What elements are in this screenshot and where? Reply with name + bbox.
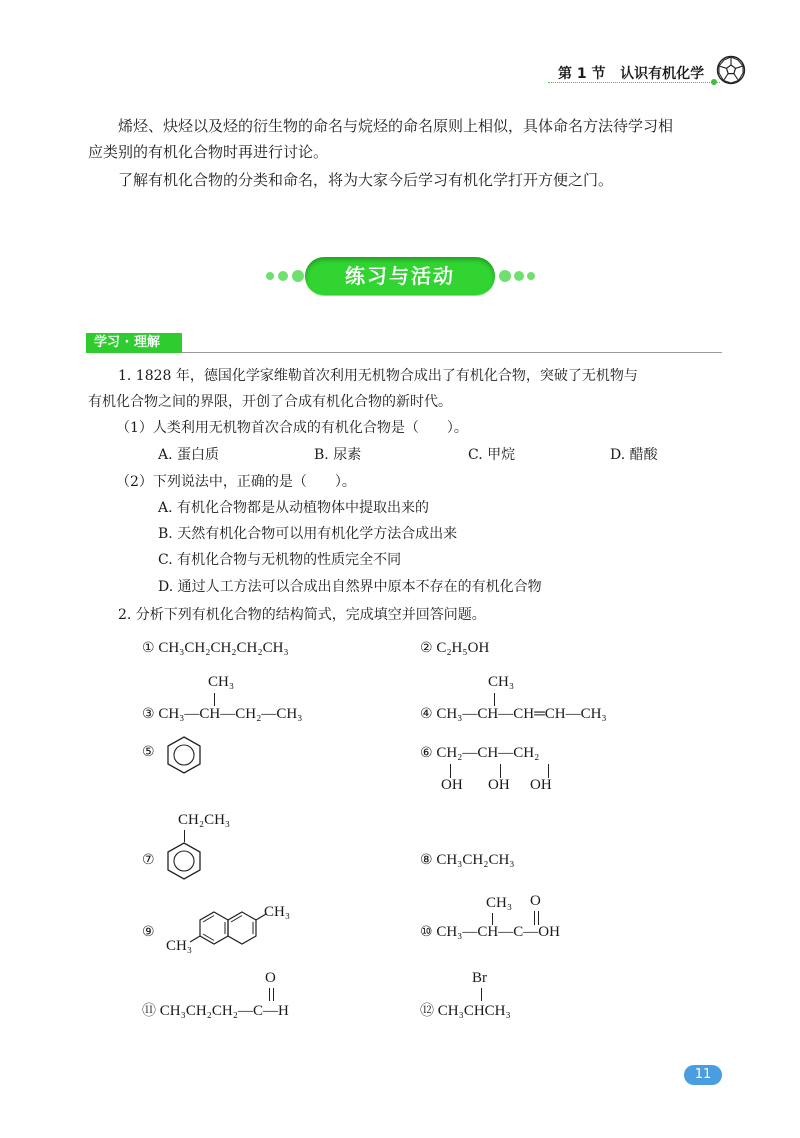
q1-sub-2: （2）下列说法中，正确的是（ ）。	[116, 474, 356, 490]
q1-line-1: 1. 1828 年，德国化学家维勒首次利用无机物合成出了有机化合物，突破了无机物与	[118, 368, 638, 384]
banner-dot	[292, 270, 304, 282]
q1-sub-2-option-d: D. 通过人工方法可以合成出自然界中原本不存在的有机化合物	[158, 579, 542, 595]
banner-dot	[527, 272, 535, 280]
bond-line	[500, 764, 501, 778]
bond-line	[548, 764, 549, 778]
q1-sub-1: （1）人类利用无机物首次合成的有机化合物是（ ）。	[116, 420, 468, 436]
formula-10-atom: CH₃	[436, 924, 463, 940]
formula-10-oxygen: O	[530, 893, 541, 909]
q1-sub-1-option-c: C. 甲烷	[468, 447, 516, 463]
section-rule	[182, 352, 722, 353]
q1-sub-1-option-a: A. 蛋白质	[158, 447, 220, 463]
compound-number: ⑪	[142, 1003, 156, 1019]
header-rule	[548, 82, 720, 83]
formula-9-methyl-left: CH₃	[166, 938, 193, 954]
formula-6-atom: CH₂	[436, 745, 463, 761]
formula-12: CH₃CHCH₃	[437, 1003, 511, 1019]
formula-10-atom: CH	[477, 924, 499, 940]
header-section: 第 1 节	[558, 66, 606, 82]
formula-12-bromine: Br	[472, 970, 487, 986]
banner-dot	[499, 270, 511, 282]
formula-10-branch: CH₃	[486, 895, 513, 911]
formula-11-chain: CH₃CH₂CH₂	[159, 1003, 238, 1019]
compound-4: ④ CH₃—CH—CH═CH—CH₃	[420, 706, 607, 722]
bond-line	[494, 693, 495, 706]
compound-10: ⑩ CH₃—CH—C—OH	[420, 924, 560, 940]
formula-3-atom: CH	[199, 706, 221, 722]
compound-number: ⑤	[142, 744, 155, 760]
compound-11: ⑪ CH₃CH₂CH₂—C—H	[142, 1003, 289, 1019]
exercise-banner: 练习与活动	[305, 257, 495, 295]
formula-4-atom: CH₃	[580, 706, 607, 722]
formula-3-atom: CH₂	[235, 706, 262, 722]
formula-3-atom: CH₃	[158, 706, 185, 722]
formula-3-branch: CH₃	[208, 674, 235, 690]
formula-6-oh: OH	[441, 777, 463, 793]
compound-number: ②	[420, 640, 433, 656]
compound-6: ⑥ CH₂—CH—CH₂	[420, 745, 540, 761]
formula-8: CH₃CH₂CH₃	[436, 852, 515, 868]
compound-number: ⑦	[142, 852, 155, 868]
compound-3: ③ CH₃—CH—CH₂—CH₃	[142, 706, 303, 722]
formula-4-atom: CH₃	[436, 706, 463, 722]
formula-4-atom: CH	[477, 706, 499, 722]
formula-10-atom: C	[513, 924, 524, 940]
bond-line	[534, 911, 535, 925]
compound-1	[142, 640, 289, 657]
formula-6-oh: OH	[488, 777, 510, 793]
formula-11-hydrogen: H	[277, 1003, 289, 1019]
compound-9-number	[142, 924, 155, 941]
formula-6-oh: OH	[530, 777, 552, 793]
compound-8	[420, 852, 515, 869]
naphthalene-ring-icon	[180, 900, 270, 960]
compound-number: ⑩	[420, 924, 433, 940]
formula-9-methyl-right: CH₃	[264, 904, 291, 920]
formula-4-atom: CH	[544, 706, 566, 722]
q1-sub-2-option-b: B. 天然有机化合物可以用有机化学方法合成出来	[158, 526, 458, 542]
formula-11-carbon: C	[252, 1003, 263, 1019]
compound-number: ④	[420, 706, 433, 722]
running-header	[558, 63, 704, 83]
q1-sub-2-option-c: C. 有机化合物与无机物的性质完全不同	[158, 552, 402, 568]
q1-sub-1-option-b: B. 尿素	[314, 447, 362, 463]
formula-7-substituent: CH₂CH₃	[178, 812, 231, 828]
formula-2: C₂H₅OH	[436, 640, 490, 656]
compound-7-number	[142, 852, 155, 869]
formula-3-atom: CH₃	[276, 706, 303, 722]
compound-number: ⑧	[420, 852, 433, 868]
compound-2	[420, 640, 489, 657]
compound-12	[420, 1000, 511, 1020]
intro-paragraph-1-line-1: 烯烃、炔烃以及烃的衍生物的命名与烷烃的命名原则上相似，具体命名方法待学习相	[118, 117, 674, 135]
compound-number: ⑫	[420, 1003, 434, 1019]
q2-prompt: 2. 分析下列有机化合物的结构简式，完成填空并回答问题。	[118, 607, 486, 623]
formula-10-atom: OH	[538, 924, 560, 940]
banner-dot	[266, 272, 274, 280]
header-title: 认识有机化学	[620, 66, 705, 82]
q1-line-2: 有机化合物之间的界限，开创了合成有机化合物的新时代。	[88, 394, 452, 410]
bond-line	[450, 764, 451, 778]
compound-number: ⑨	[142, 924, 155, 940]
compound-number: ⑥	[420, 745, 433, 761]
formula-1: CH₃CH₂CH₂CH₂CH₃	[158, 640, 289, 656]
formula-6-atom: CH	[477, 745, 499, 761]
page-number: 11	[684, 1065, 722, 1085]
banner-dot	[514, 271, 524, 281]
compound-number: ③	[142, 706, 155, 722]
benzene-ring-icon	[164, 840, 204, 882]
compound-5-number	[142, 744, 155, 761]
q1-sub-1-option-d: D. 醋酸	[610, 447, 658, 463]
fullerene-icon	[716, 55, 746, 85]
bond-line	[214, 693, 215, 706]
intro-paragraph-2: 了解有机化合物的分类和命名，将为大家今后学习有机化学打开方便之门。	[118, 171, 614, 189]
compound-number: ①	[142, 640, 155, 656]
formula-11-oxygen: O	[265, 970, 276, 986]
section-label: 学习 · 理解	[86, 333, 182, 353]
q1-sub-2-option-a: A. 有机化合物都是从动植物体中提取出来的	[158, 500, 430, 516]
bond-line	[538, 911, 539, 925]
banner-dot	[278, 271, 288, 281]
formula-4-branch: CH₃	[488, 674, 515, 690]
benzene-ring-icon	[164, 734, 204, 776]
intro-paragraph-1-line-2: 应类别的有机化合物时再进行讨论。	[88, 143, 329, 161]
formula-4-atom: CH	[513, 706, 535, 722]
formula-6-atom: CH₂	[513, 745, 540, 761]
